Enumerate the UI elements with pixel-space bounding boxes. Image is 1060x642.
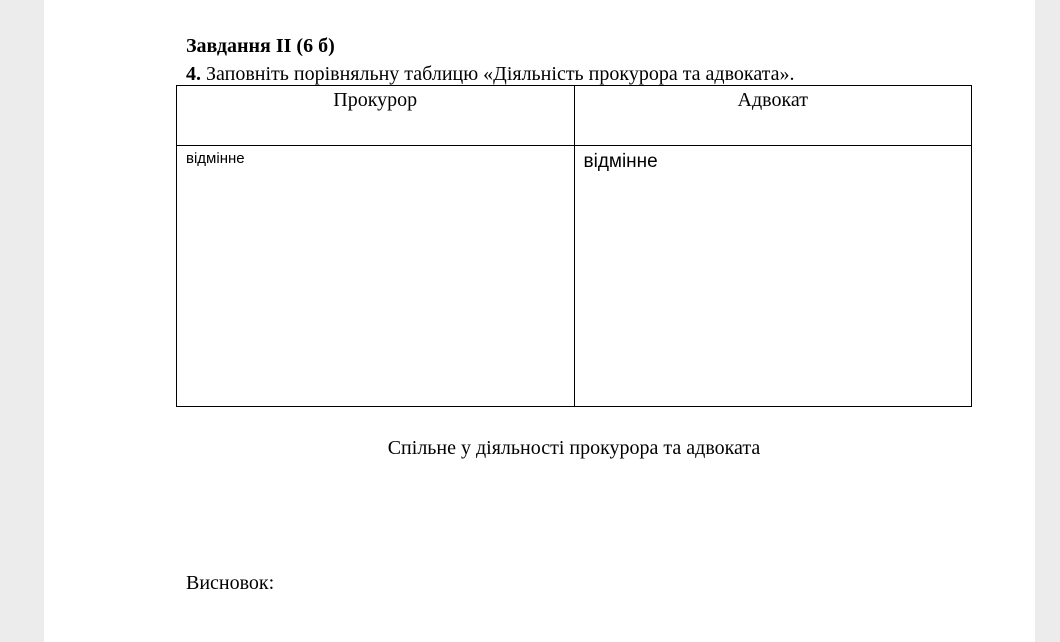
conclusion-label: Висновок: bbox=[186, 572, 275, 594]
header-prosecutor: Прокурор bbox=[177, 86, 575, 146]
common-section-heading: Спільне у діяльності прокурора та адвоката bbox=[387, 437, 761, 459]
cell-prosecutor-differences[interactable]: відмінне bbox=[177, 146, 575, 407]
table-body-row bbox=[177, 146, 972, 407]
document-page bbox=[44, 0, 1035, 642]
cell-lawyer-differences[interactable]: відмінне bbox=[574, 146, 972, 407]
task-instruction-text: Заповніть порівняльну таблицю «Діяльність прокурора та адвоката». bbox=[201, 63, 795, 85]
task-instruction bbox=[186, 62, 795, 86]
task-title: Завдання ІІ (6 б) bbox=[186, 35, 335, 57]
table-header-row bbox=[177, 86, 972, 146]
comparison-table bbox=[176, 85, 972, 407]
task-number: 4. bbox=[186, 63, 201, 85]
header-lawyer: Адвокат bbox=[574, 86, 972, 146]
viewer-margin bbox=[1035, 0, 1060, 642]
